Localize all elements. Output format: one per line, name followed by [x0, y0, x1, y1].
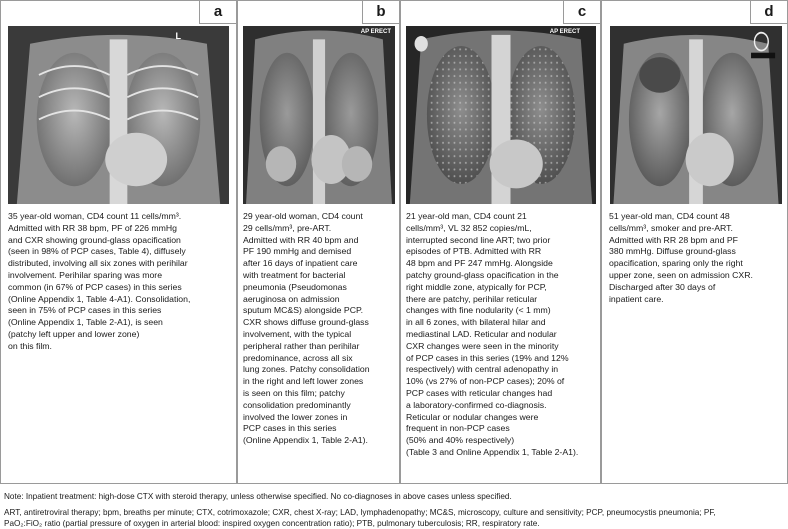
figure-caption: 51 year-old man, CD4 count 48 cells/mm³, smoker and pre-ART. Admitted with RR 28 bpm and PF 380 mmHg. Diffuse ground-glass opacification, sparing only the right upper zone, seen on admission CXR. Discharged after 30 days of inpatient care.	[609, 211, 753, 304]
figure-panel-c	[400, 0, 601, 484]
figure-caption: 29 year-old woman, CD4 count 29 cells/mm³, pre-ART. Admitted with RR 40 bpm and PF 190 mmHg and demised after 16 days of inpatient care with treatment for bacterial pneumonia (Pseudomonas aeruginosa on admission sputum MC&S) alongside PCP. CXR shows diffuse ground-glass involvement, with the typical peripheral rather than perihilar predominance, across all six lung zones. Patchy consolidation in the right and left lower zones is seen on this film; patchy consolidation predominantly involved the lower zones in PCP cases in this series (Online Appendix 1, Table 2-A1).	[243, 211, 370, 446]
chest-xray-image	[610, 26, 782, 204]
abbreviations-line-1: ART, antiretroviral therapy; bpm, breaths per minute; CTX, cotrimoxazole; CXR, chest X-ray; LAD, lymphadenopathy; MC&S, microscopy, culture and sensitivity; PCP, pneumocystis pneumonia; PF,	[4, 508, 716, 517]
panel-letter: b	[362, 1, 399, 24]
panel-letter: a	[199, 1, 236, 24]
chest-xray-image	[243, 26, 395, 204]
figure-caption: 35 year-old woman, CD4 count 11 cells/mm³. Admitted with RR 38 bpm, PF of 226 mmHg and CXR showing ground-glass opacification (seen in 98% of PCP cases, Table 4), diffusely distributed, involving all six zones with perihilar involvement. Perihilar sparing was more common (in 67% of PCP cases) in this series (Online Appendix 1, Table 4-A1). Consolidation, seen in 75% of PCP cases in this series (Online Appendix 1, Table 2-A1), is seen (patchy left upper and lower zone) on this film.	[8, 211, 191, 351]
projection-label: AP ERECT	[549, 29, 580, 35]
chest-xray-image	[8, 26, 229, 204]
figure-note: Note: Inpatient treatment: high-dose CTX with steroid therapy, unless otherwise specified. No co-diagnoses in above cases unless specified.	[4, 492, 512, 501]
orientation-marker: L	[175, 31, 181, 41]
projection-label: AP ERECT	[360, 29, 391, 35]
figure-panel-b	[237, 0, 400, 484]
panel-letter: c	[563, 1, 600, 24]
figure-panel-d	[601, 0, 788, 484]
figure-caption: 21 year-old man, CD4 count 21 cells/mm³, VL 32 852 copies/mL, interrupted second line ART; two prior episodes of PTB. Admitted with RR 48 bpm and PF 247 mmHg. Alongside patchy ground-glass opacification in the right middle zone, atypically for PCP, there are patchy, perihilar reticular changes with fine nodularity (< 1 mm) in all 6 zones, with bilateral hilar and mediastinal LAD. Reticular and nodular CXR changes were seen in the minority of PCP cases in this series (19% and 12% respectively) with central adenopathy in 10% (vs 27% of non-PCP cases); 20% of PCP cases with reticular changes had a laboratory-confirmed co-diagnosis. Reticular or nodular changes were frequent in non-PCP cases (50% and 40% respectively) (Table 3 and Online Appendix 1, Table 2-A1).	[406, 211, 579, 457]
figure-panel-a	[0, 0, 237, 484]
panel-letter: d	[750, 1, 787, 24]
chest-xray-image	[406, 26, 596, 204]
abbreviations-line-2: PaO₂:FiO₂ ratio (partial pressure of oxygen in arterial blood: inspired oxygen concentration ratio); PTB, pulmonary tuberculosis; RR, respiratory rate.	[4, 519, 540, 528]
